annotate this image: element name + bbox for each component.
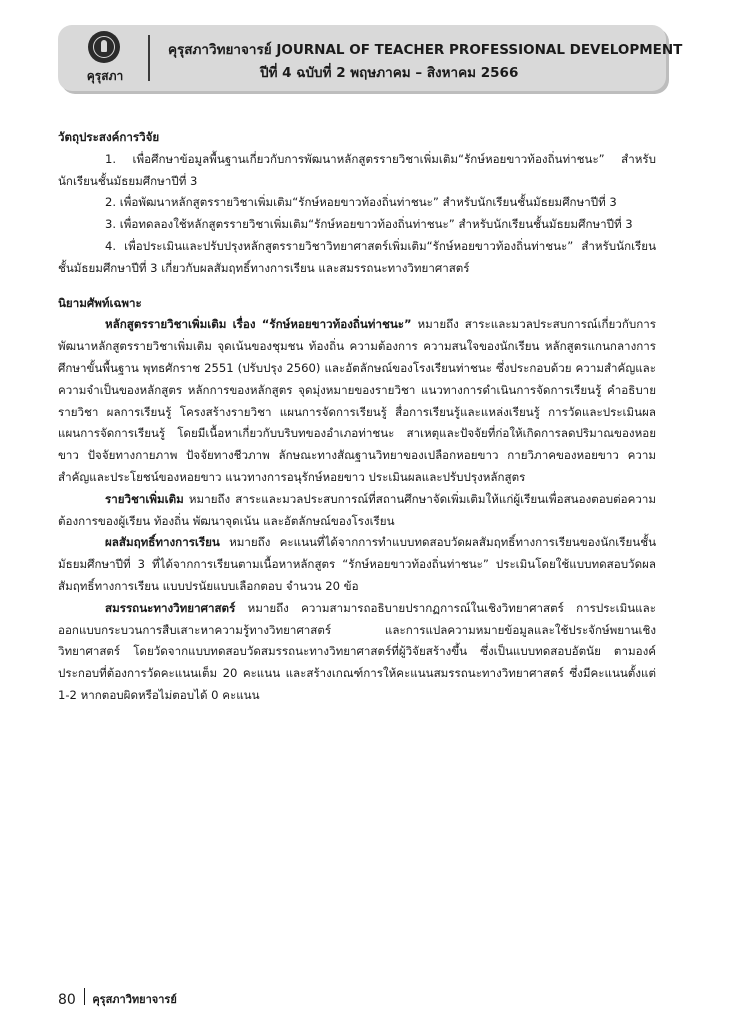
objectives-heading: วัตถุประสงค์การวิจัย — [58, 130, 160, 144]
journal-issue: ปีที่ 4 ฉบับที่ 2 พฤษภาคม – สิงหาคม 2566 — [260, 65, 519, 81]
definition-science-competency — [58, 598, 656, 707]
definition-term: รายวิชาเพิ่มเติม — [105, 491, 184, 506]
definition-term: สมรรถนะทางวิทยาศาสตร์ — [105, 600, 236, 615]
definition-term: ผลสัมฤทธิ์ทางการเรียน — [105, 535, 220, 550]
page-number: 80 — [58, 992, 76, 1008]
objective-item-3: 3. เพื่อทดลองใช้หลักสูตรรายวิชาเพิ่มเติม“รักษ์หอยขาวท้องถิ่นท่าชนะ” สำหรับนักเรียนชั้นมัธยมศึกษาปีที่ 3 — [105, 217, 633, 232]
definition-text: หมายถึง สาระและมวลประสบการณ์ที่สถานศึกษาจัดเพิ่มเติมให้แก่ผู้เรียนเพื่อสนองตอบต่อความต้องการของผู้เรียน ท้องถิ่น พัฒนาจุดเน้น และอัตลักษณ์ของโรงเรียน — [58, 491, 656, 528]
header-divider — [148, 35, 150, 81]
kurusapha-logo — [76, 31, 134, 87]
section-gap — [58, 280, 656, 293]
definition-text: หมายถึง คะแนนที่ได้จากการทำแบบทดสอบวัดผลสัมฤทธิ์ทางการเรียนของนักเรียนชั้นมัธยมศึกษาปีที่ 3 ที่ได้จากการเรียนตามเนื้อหาหลักสูตร “รักษ์หอยขาวท้องถิ่นท่าชนะ” ประเมินโดยใช้แบบทดสอบวัดผลสัมฤทธิ์ทางการเรียน แบบปรนัยแบบเลือกตอบ จำนวน 20 ข้อ — [58, 535, 656, 593]
journal-header-banner — [58, 25, 683, 91]
objective-item-1: 1. เพื่อศึกษาข้อมูลพื้นฐานเกี่ยวกับการพัฒนาหลักสูตรรายวิชาเพิ่มเติม“รักษ์หอยขาวท้องถิ่นท่าชนะ” สำหรับนักเรียนชั้นมัธยมศึกษาปีที่ 3 — [58, 151, 656, 188]
footer-journal-name: คุรุสภาวิทยาจารย์ — [92, 993, 177, 1006]
logo-text: คุรุสภา — [86, 69, 124, 83]
objective-item-4: 4. เพื่อประเมินและปรับปรุงหลักสูตรรายวิชาวิทยาศาสตร์เพิ่มเติม“รักษ์หอยขาวท้องถิ่นท่าชนะ” สำหรับนักเรียนชั้นมัธยมศึกษาปีที่ 3 เกี่ยวกับผลสัมฤทธิ์ทางการเรียน และสมรรถนะทางวิทยาศาสตร์ — [58, 238, 656, 275]
page-footer — [58, 988, 177, 1010]
definition-additional-course — [58, 489, 656, 533]
definition-curriculum — [58, 314, 656, 488]
definitions-heading: นิยามศัพท์เฉพาะ — [58, 295, 142, 310]
definition-text: หมายถึง สาระและมวลประสบการณ์เกี่ยวกับการพัฒนาหลักสูตรรายวิชาเพิ่มเติม จุดเน้นของชุมชน ท้องถิ่น ความต้องการ ความสนใจของนักเรียน หลักสูตรแกนกลางการศึกษาขั้นพื้นฐาน พุทธศักราช 2551 (ปรับปรุง 2560) และอัตลักษณ์ของโรงเรียนท่าชนะ ซึ่งประกอบด้วย ความสำคัญและความจำเป็นของหลักสูตร หลักการของหลักสูตร จุดมุ่งหมายของรายวิชา แนวทางการดำเนินการจัดการเรียนรู้ คำอธิบายรายวิชา ผลการเรียนรู้ โครงสร้างรายวิชา แผนการจัดการเรียนรู้ สื่อการเรียนรู้และแหล่งเรียนรู้ การวัดและประเมินผล แผนการจัดการเรียนรู้ โดยมีเนื้อหาเกี่ยวกับบริบทของอำเภอท่าชนะ สาเหตุและปัจจัยที่ก่อให้เกิดการลดปริมาณของหอยขาว ปัจจัยทางกายภาพ ปัจจัยทางชีวภาพ ลักษณะทางสัณฐานวิทยาของเปลือกหอยขาว กายวิภาคของหอยขาว ความสำคัญและประโยชน์ของหอยขาว แนวทางการอนุรักษ์หอยขาว ประเมินผลและปรับปรุงหลักสูตร — [58, 317, 656, 484]
definition-achievement — [58, 532, 656, 597]
objective-item-2: 2. เพื่อพัฒนาหลักสูตรรายวิชาเพิ่มเติม“รักษ์หอยขาวท้องถิ่นท่าชนะ” สำหรับนักเรียนชั้นมัธยมศึกษาปีที่ 3 — [105, 195, 617, 210]
definition-text: หมายถึง ความสามารถอธิบายปรากฏการณ์ในเชิงวิทยาศาสตร์ การประเมินและออกแบบกระบวนการสืบเสาะหาความรู้ทางวิทยาศาสตร์ และการแปลความหมายข้อมูลและใช้ประจักษ์พยานเชิงวิทยาศาสตร์ โดยวัดจากแบบทดสอบวัดสมรรถนะทางวิทยาศาสตร์ที่ผู้วิจัยสร้างขึ้น ซึ่งเป็นแบบทดสอบอัตนัย ตามองค์ประกอบที่ต้องการวัดคะแนนเต็ม 20 คะแนน และสร้างเกณฑ์การให้คะแนนสมรรถนะทางวิทยาศาสตร์ ซึ่งมีคะแนนตั้งแต่ 1-2 หากตอบผิดหรือไม่ตอบได้ 0 คะแนน — [58, 600, 656, 702]
footer-divider — [84, 988, 86, 1005]
definition-term: หลักสูตรรายวิชาเพิ่มเติม เรื่อง “รักษ์หอยขาวท้องถิ่นท่าชนะ” — [105, 317, 412, 332]
kurusapha-seal-icon — [88, 31, 120, 63]
journal-title: คุรุสภาวิทยาจารย์ JOURNAL OF TEACHER PROFESSIONAL DEVELOPMENT — [168, 42, 683, 58]
article-body — [58, 127, 656, 707]
